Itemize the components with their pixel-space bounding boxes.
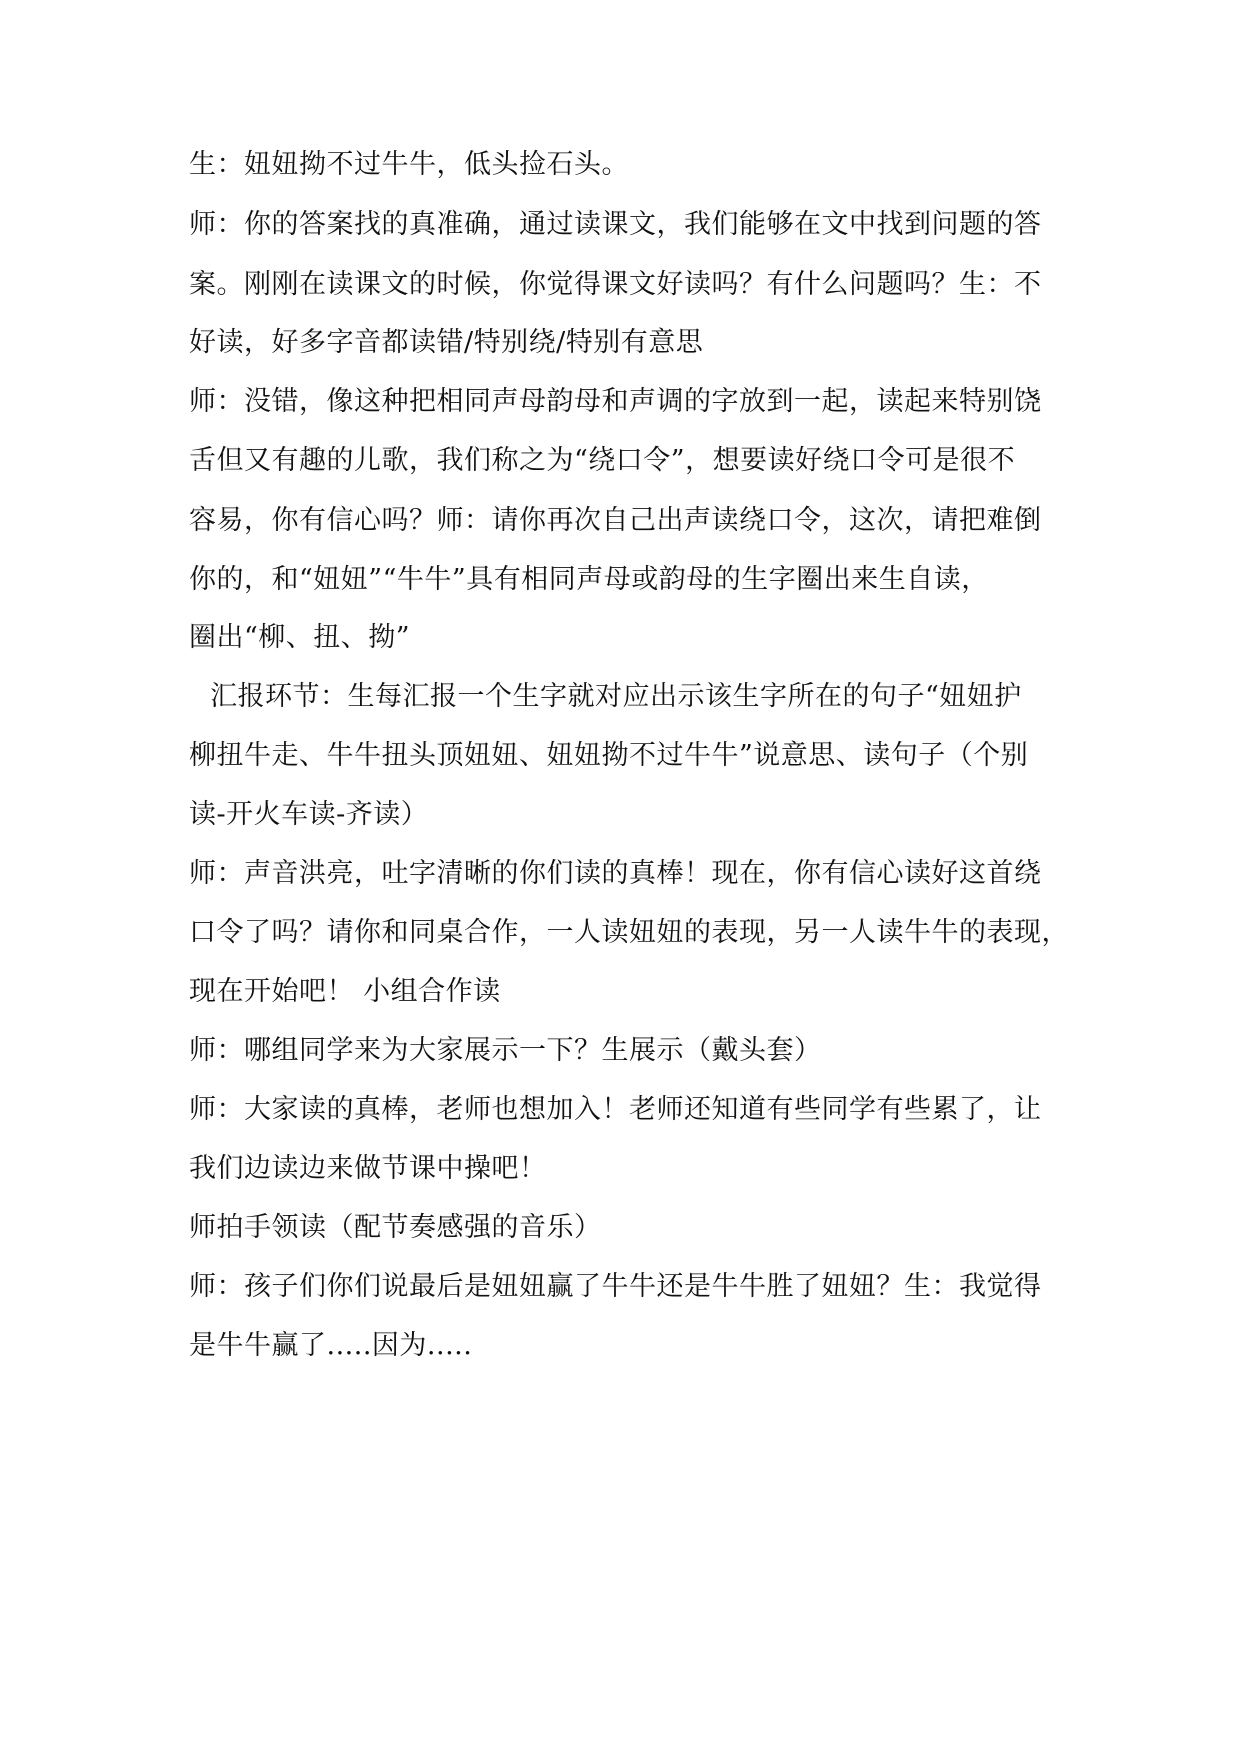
- text-line: 汇报环节：生每汇报一个生字就对应出示该生字所在的句子“妞妞护: [210, 681, 1022, 712]
- text-line: 口令了吗？请你和同桌合作，一人读妞妞的表现，另一人读牛牛的表现，: [189, 917, 1069, 948]
- text-line: 容易，你有信心吗？师：请你再次自己出声读绕口令，这次，请把难倒: [189, 505, 1042, 536]
- text-line: 你的，和“妞妞”“牛牛”具有相同声母或韵母的生字圈出来生自读，: [189, 564, 989, 595]
- text-line: 好读，好多字音都读错/特别绕/特别有意思: [189, 327, 704, 358]
- text-line: 师：没错，像这种把相同声母韵母和声调的字放到一起，读起来特别饶: [189, 386, 1042, 417]
- text-line: 我们边读边来做节课中操吧！: [189, 1153, 547, 1184]
- text-line: 舌但又有趣的儿歌，我们称之为“绕口令”，想要读好绕口令可是很不: [189, 445, 1016, 476]
- text-line: 师：孩子们你们说最后是妞妞赢了牛牛还是牛牛胜了妞妞？生：我觉得: [189, 1271, 1042, 1302]
- text-line: 案。刚刚在读课文的时候，你觉得课文好读吗？有什么问题吗？生：不: [189, 269, 1042, 300]
- text-line: 师：哪组同学来为大家展示一下？生展示（戴头套）: [189, 1035, 822, 1066]
- text-line: 柳扭牛走、牛牛扭头顶妞妞、妞妞拗不过牛牛”说意思、读句子（个别: [189, 740, 1029, 771]
- text-line: 圈出“柳、扭、拗”: [189, 622, 411, 653]
- text-line: 师：声音洪亮，吐字清晰的你们读的真棒！现在，你有信心读好这首绕: [189, 858, 1042, 889]
- text-line: 师：你的答案找的真准确，通过读课文，我们能够在文中找到问题的答: [189, 209, 1042, 240]
- text-line: 是牛牛赢了.....因为.....: [189, 1330, 473, 1361]
- text-line: 生：妞妞拗不过牛牛，低头捡石头。: [189, 149, 629, 180]
- text-line: 读-开火车读-齐读）: [189, 799, 429, 830]
- text-line: 师拍手领读（配节奏感强的音乐）: [189, 1212, 602, 1243]
- text-line: 师：大家读的真棒，老师也想加入！老师还知道有些同学有些累了，让: [189, 1094, 1042, 1125]
- text-line: 现在开始吧！ 小组合作读: [189, 976, 501, 1007]
